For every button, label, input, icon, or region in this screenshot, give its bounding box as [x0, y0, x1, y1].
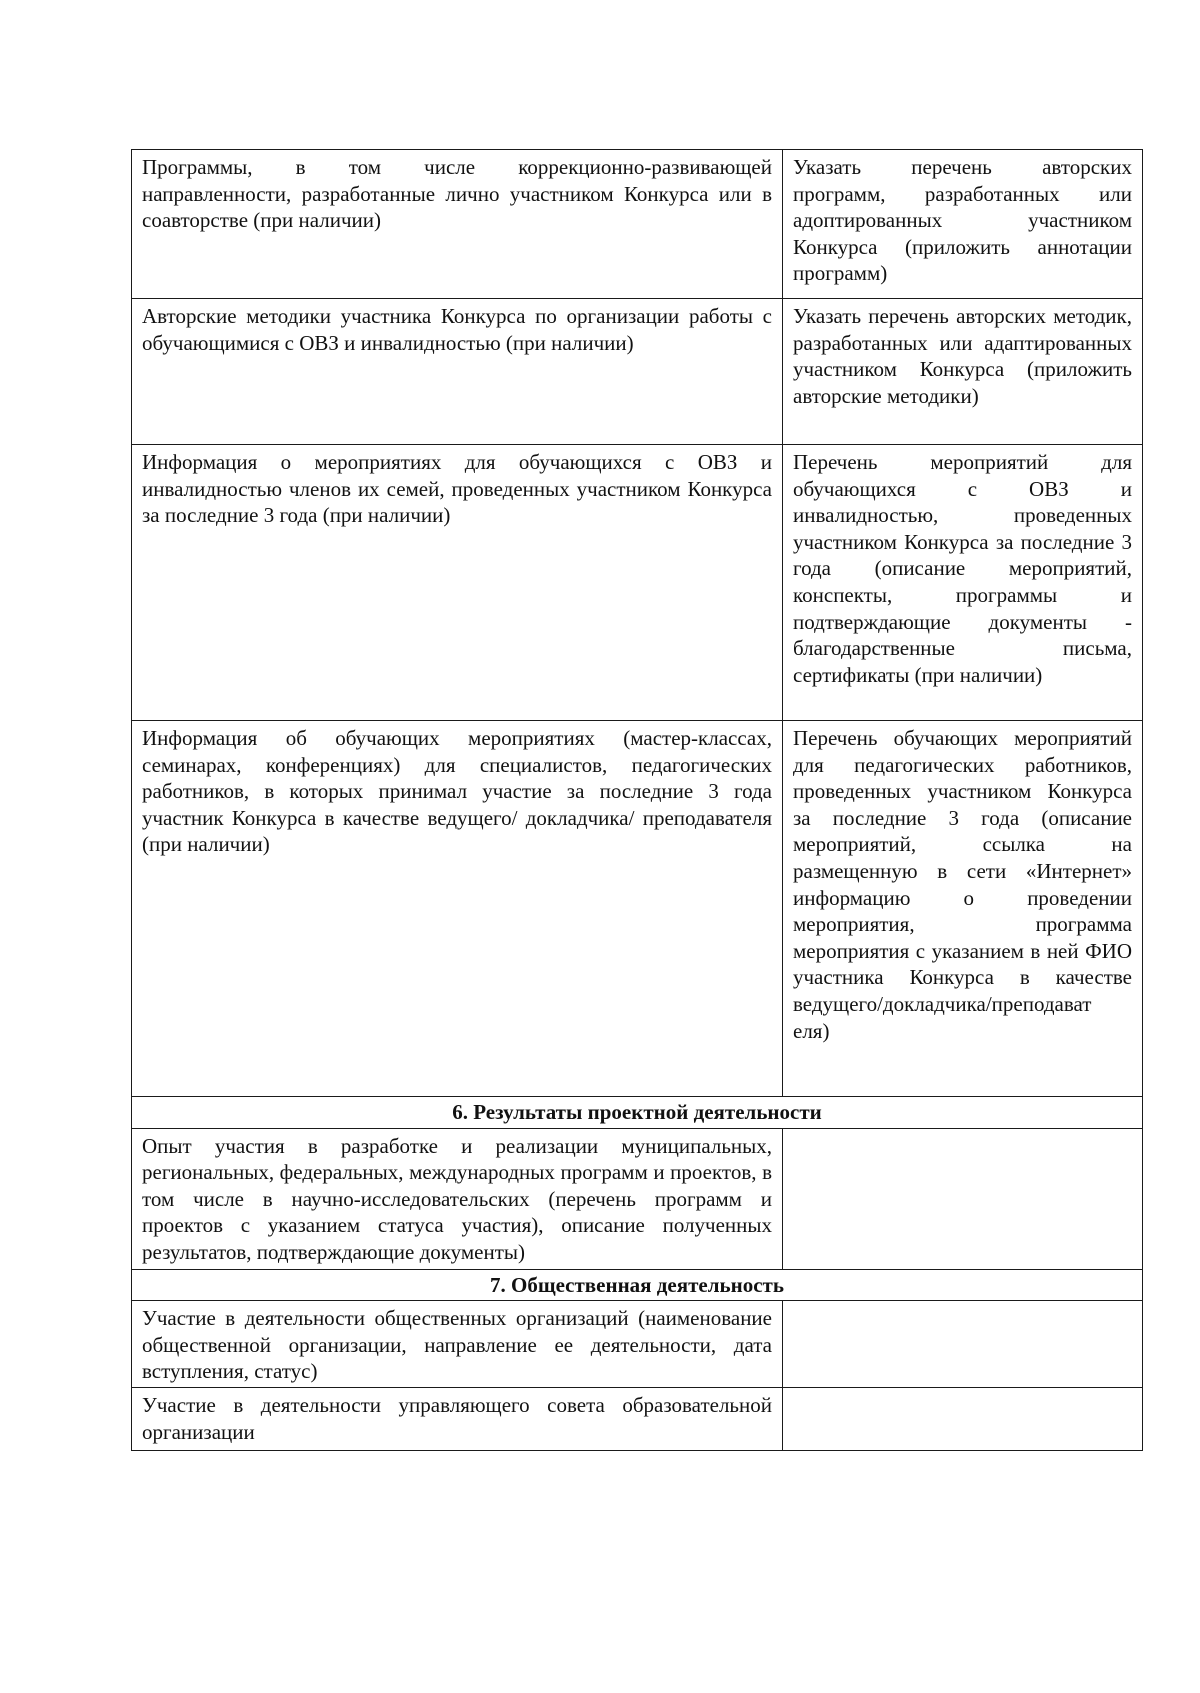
table-row — [132, 150, 1143, 299]
empty-answer-cell — [783, 1301, 1143, 1388]
description-cell: Указать перечень авторских программ, разработанных или адоптированных участником Конкурса (приложить аннотации программ) — [783, 150, 1143, 299]
section-7-title: 7. Общественная деятельность — [132, 1269, 1143, 1301]
description-cell: Перечень обучающих мероприятий для педагогических работников, проведенных участником Конкурса за последние 3 года (описание мероприятий, ссылка на размещенную в сети «Интернет» информацию о проведении мероприятия, программа мероприятия с указанием в ней ФИО участника Конкурса в качестве ведущего/докладчика/преподават еля) — [783, 721, 1143, 1097]
section-6-title: 6. Результаты проектной деятельности — [132, 1097, 1143, 1129]
criterion-cell: Опыт участия в разработке и реализации муниципальных, региональных, федеральных, международных программ и проектов, в том числе в научно-исследовательских (перечень программ и проектов с указанием статуса участия), описание полученных результатов, подтверждающие документы) — [132, 1128, 783, 1269]
table-row — [132, 1387, 1143, 1450]
criteria-table — [131, 149, 1143, 1451]
empty-answer-cell — [783, 1387, 1143, 1450]
criterion-cell: Участие в деятельности управляющего совета образовательной организации — [132, 1387, 783, 1450]
table-row — [132, 445, 1143, 721]
table-row — [132, 1128, 1143, 1269]
section-header-row — [132, 1097, 1143, 1129]
criterion-cell: Информация об обучающих мероприятиях (мастер-классах, семинарах, конференциях) для специалистов, педагогических работников, в которых принимал участие за последние 3 года участник Конкурса в качестве ведущего/ докладчика/ преподавателя (при наличии) — [132, 721, 783, 1097]
criterion-cell: Участие в деятельности общественных организаций (наименование общественной организации, направление ее деятельности, дата вступления, статус) — [132, 1301, 783, 1388]
description-cell: Указать перечень авторских методик, разработанных или адаптированных участником Конкурса (приложить авторские методики) — [783, 299, 1143, 445]
criterion-cell: Авторские методики участника Конкурса по организации работы с обучающимися с ОВЗ и инвалидностью (при наличии) — [132, 299, 783, 445]
table-row — [132, 721, 1143, 1097]
table-row — [132, 1301, 1143, 1388]
description-cell: Перечень мероприятий для обучающихся с ОВЗ и инвалидностью, проведенных участником Конкурса за последние 3 года (описание мероприятий, конспекты, программы и подтверждающие документы - благодарственные письма, сертификаты (при наличии) — [783, 445, 1143, 721]
criterion-cell: Программы, в том числе коррекционно-развивающей направленности, разработанные лично участником Конкурса или в соавторстве (при наличии) — [132, 150, 783, 299]
section-header-row — [132, 1269, 1143, 1301]
table-row — [132, 299, 1143, 445]
empty-answer-cell — [783, 1128, 1143, 1269]
criterion-cell: Информация о мероприятиях для обучающихся с ОВЗ и инвалидностью членов их семей, проведенных участником Конкурса за последние 3 года (при наличии) — [132, 445, 783, 721]
